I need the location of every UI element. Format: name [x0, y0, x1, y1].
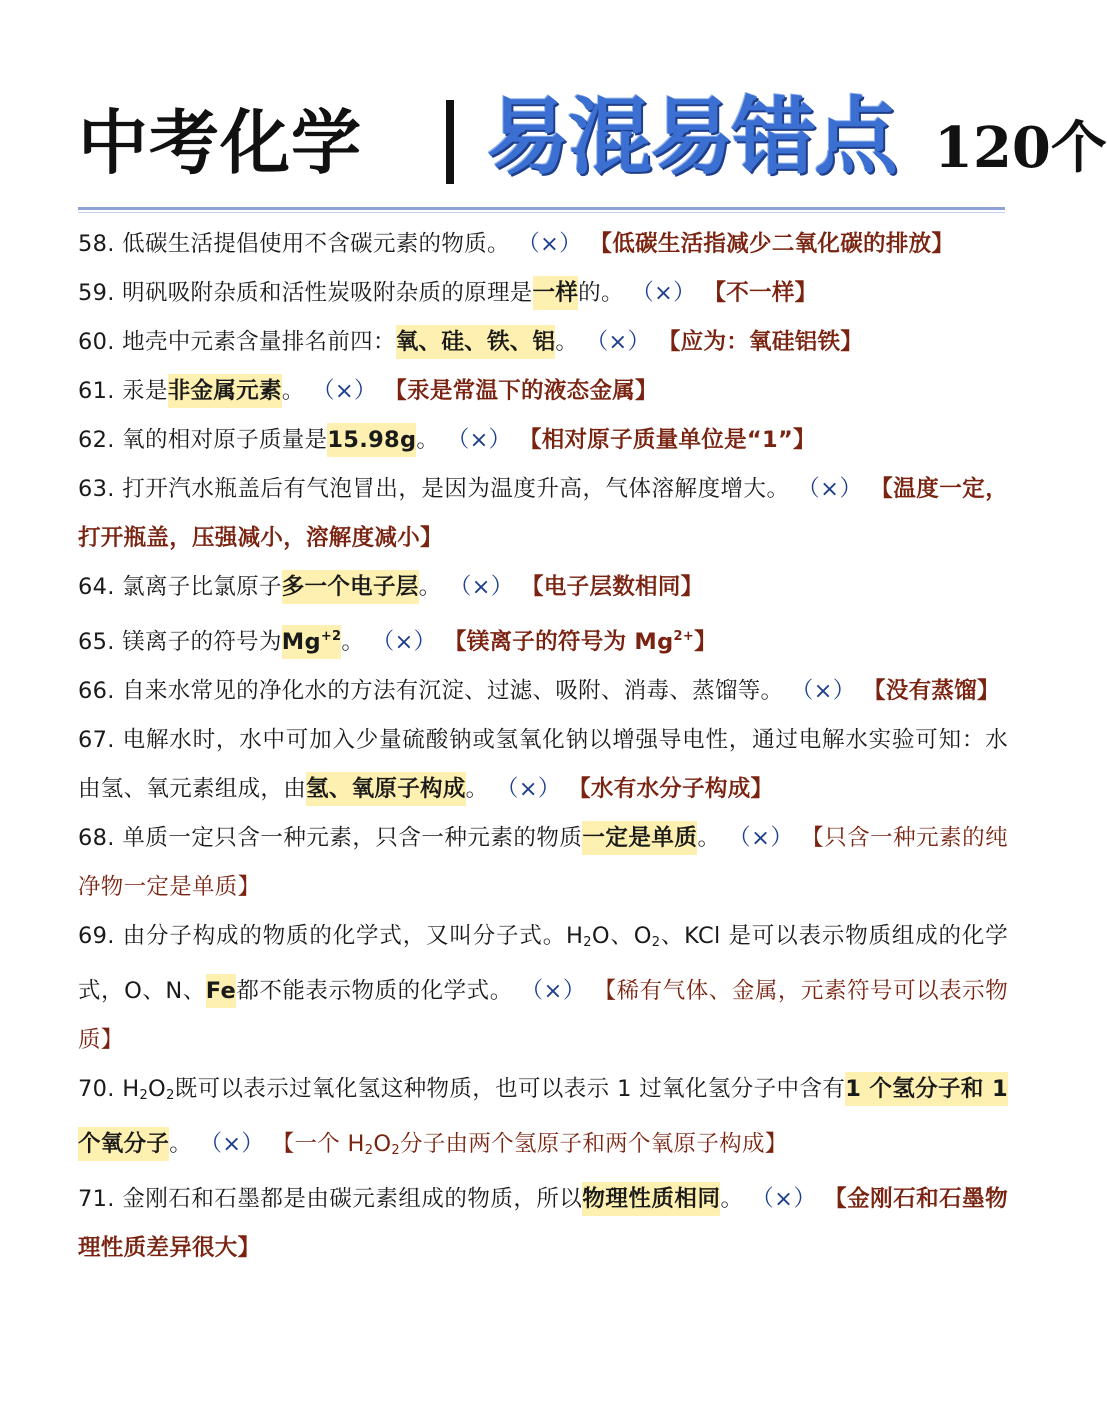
- subscript: 2: [391, 1143, 400, 1158]
- item-answer: 【相对原子质量单位是“1”】: [518, 427, 816, 453]
- item-answer: 【不一样】: [703, 280, 818, 306]
- highlight: 非金属元素: [168, 374, 282, 408]
- wrong-mark: （×）: [520, 978, 586, 1004]
- wrong-mark: （×）: [790, 678, 856, 704]
- item-number: 64.: [78, 574, 115, 600]
- item-number: 65.: [78, 629, 115, 655]
- item-text: 由分子构成的物质的化学式，又叫分子式。H: [122, 923, 584, 949]
- wrong-mark: （×）: [517, 231, 582, 257]
- list-item-69: [78, 912, 1008, 1065]
- list-item-70: [78, 1065, 1008, 1175]
- item-number: 70.: [78, 1076, 115, 1102]
- item-number: 68.: [78, 825, 115, 851]
- item-text-end: 。: [720, 1186, 744, 1212]
- item-number: 63.: [78, 476, 115, 502]
- list-item-71: [78, 1175, 1008, 1273]
- wrong-mark: （×）: [199, 1131, 265, 1157]
- wrong-mark: （×）: [797, 476, 863, 502]
- wrong-mark: （×）: [371, 629, 437, 655]
- list-item-67: [78, 716, 1008, 814]
- list-item-62: [78, 416, 1008, 465]
- title-main: 中考化学: [78, 102, 362, 184]
- highlight: 氢、氧原子构成: [306, 772, 466, 806]
- title-accent: 易混易错点: [486, 88, 897, 186]
- item-text-end: 都不能表示物质的化学式。: [236, 978, 513, 1004]
- highlight: 一样: [533, 276, 579, 310]
- item-answer: 【应为：氧硅铝铁】: [657, 329, 864, 355]
- item-answer: [444, 629, 717, 655]
- item-text-end: 。: [416, 427, 440, 453]
- item-text-end: 。: [418, 574, 442, 600]
- answer-text: 【镁离子的符号为 Mg: [443, 629, 674, 655]
- subscript: 2: [364, 1143, 374, 1158]
- formula-h: H: [122, 1076, 140, 1102]
- item-answer: 【金刚石和石墨物理性质差异很大】: [78, 1186, 1008, 1261]
- title-count: 120个: [934, 115, 1107, 181]
- subscript: 2: [139, 1088, 149, 1103]
- subscript: 2: [583, 935, 592, 950]
- item-answer: 【稀有气体、金属，元素符号可以表示物质】: [78, 978, 1009, 1053]
- subscript: 2: [651, 935, 661, 950]
- item-number: 60.: [78, 329, 115, 355]
- item-text: 单质一定只含一种元素，只含一种元素的物质: [122, 825, 583, 851]
- item-text: 、KCl 是可以表示物质组成的化学式，O、N、: [78, 923, 1009, 1004]
- answer-text-end: 分子由两个氢原子和两个氧原子构成】: [399, 1131, 788, 1157]
- wrong-mark: （×）: [495, 776, 561, 802]
- item-answer: [272, 1131, 788, 1157]
- item-answer: 【温度一定，打开瓶盖，压强减小，溶解度减小】: [78, 476, 1009, 551]
- item-text-end: 。: [465, 776, 489, 802]
- item-number: 62.: [78, 427, 115, 453]
- item-text-end: 。: [169, 1131, 193, 1157]
- item-answer: 【汞是常温下的液态金属】: [384, 378, 658, 404]
- item-answer: 【低碳生活指减少二氧化碳的排放】: [589, 231, 955, 257]
- item-number: 59.: [78, 280, 115, 306]
- wrong-mark: （×）: [312, 378, 377, 404]
- header-rule-thin: [78, 212, 1005, 213]
- list-item-63: [78, 465, 1008, 563]
- item-number: 67.: [78, 727, 115, 753]
- item-text: 低碳生活提倡使用不含碳元素的物质。: [122, 231, 510, 257]
- item-text: 氯离子比氯原子: [122, 574, 282, 600]
- item-text: 自来水常见的净化水的方法有沉淀、过滤、吸附、消毒、蒸馏等。: [122, 678, 784, 704]
- item-text: 氧的相对原子质量是: [122, 427, 328, 453]
- ion-charge: +2: [320, 629, 342, 644]
- wrong-mark: （×）: [448, 574, 514, 600]
- wrong-mark: （×）: [728, 825, 794, 851]
- item-text: 打开汽水瓶盖后有气泡冒出，是因为温度升高，气体溶解度增大。: [122, 476, 790, 502]
- item-text-end: 的。: [578, 280, 624, 306]
- formula-o: O: [148, 1076, 167, 1102]
- item-answer: 【水有水分子构成】: [568, 776, 774, 802]
- list-item-66: [78, 667, 1008, 716]
- highlight: 15.98g: [327, 423, 416, 457]
- list-item-61: [78, 367, 1008, 416]
- item-number: 61.: [78, 378, 115, 404]
- list-item-65: [78, 612, 1008, 667]
- list-item-68: [78, 814, 1008, 912]
- highlight: 1 个氢分子和 1 个氧分子: [78, 1072, 1008, 1161]
- item-text: 汞是: [122, 378, 168, 404]
- item-text-end: 。: [281, 378, 305, 404]
- header-rule: [78, 207, 1005, 210]
- item-number: 71.: [78, 1186, 115, 1212]
- answer-charge: 2+: [673, 629, 695, 644]
- header: [78, 80, 1107, 200]
- item-answer: 【没有蒸馏】: [863, 678, 1000, 704]
- title-divider: [446, 100, 454, 184]
- item-text: 既可以表示过氧化氢这种物质，也可以表示 1 过氧化氢分子中含有: [174, 1076, 846, 1102]
- item-text-end: 。: [555, 329, 579, 355]
- item-text: 镁离子的符号为: [122, 629, 282, 655]
- highlight: Fe: [206, 974, 236, 1008]
- item-number: 66.: [78, 678, 115, 704]
- wrong-mark: （×）: [446, 427, 512, 453]
- item-answer: 【只含一种元素的纯净物一定是单质】: [78, 825, 1008, 900]
- list-item-58: [78, 220, 1008, 269]
- item-text: 明矾吸附杂质和活性炭吸附杂质的原理是: [122, 280, 533, 306]
- ion-symbol: Mg: [281, 629, 321, 655]
- wrong-mark: （×）: [751, 1186, 817, 1212]
- item-answer: 【电子层数相同】: [521, 574, 704, 600]
- list-item-64: [78, 563, 1008, 612]
- list-item-59: [78, 269, 1008, 318]
- highlight: 多一个电子层: [282, 570, 419, 604]
- list-item-60: [78, 318, 1008, 367]
- item-text: O、O: [591, 923, 652, 949]
- highlight: 一定是单质: [582, 821, 697, 855]
- item-text: 金刚石和石墨都是由碳元素组成的物质，所以: [122, 1186, 583, 1212]
- subscript: 2: [166, 1088, 175, 1103]
- item-list: [78, 220, 1008, 1273]
- item-number: 58.: [78, 231, 115, 257]
- wrong-mark: （×）: [631, 280, 696, 306]
- formula: [122, 1076, 174, 1102]
- item-text-end: 。: [341, 629, 365, 655]
- item-text: 地壳中元素含量排名前四：: [122, 329, 396, 355]
- answer-formula-o: O: [373, 1131, 392, 1157]
- item-text: 电解水时，水中可加入少量硫酸钠或氢氧化钠以增强导电性，通过电解水实验可知：水由氢、氧元素组成，由: [78, 727, 1008, 802]
- answer-text: 【一个 H: [271, 1131, 365, 1157]
- highlight: 氧、硅、铁、铝: [396, 325, 556, 359]
- answer-text-end: 】: [694, 629, 717, 655]
- item-text-end: 。: [697, 825, 721, 851]
- item-number: 69.: [78, 923, 115, 949]
- highlight: [282, 625, 342, 659]
- highlight: 物理性质相同: [582, 1182, 720, 1216]
- wrong-mark: （×）: [585, 329, 651, 355]
